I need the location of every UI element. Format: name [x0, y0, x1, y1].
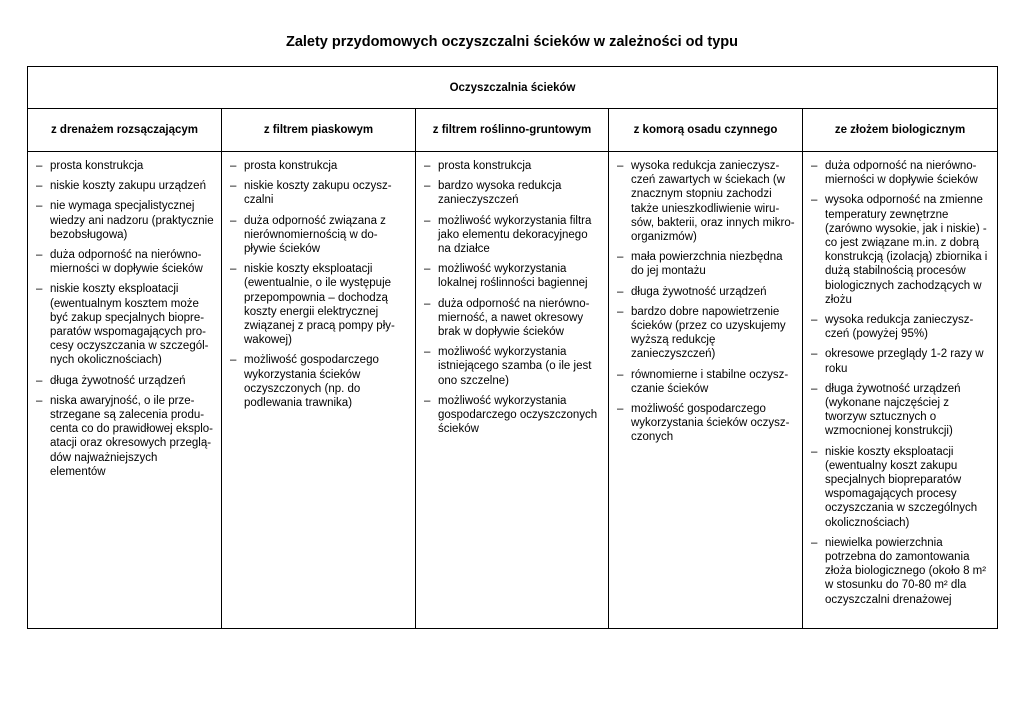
column-cell-drenaz	[28, 152, 222, 629]
column-cell-zloze-biologiczne	[803, 152, 998, 629]
list-item: – możliwość wykorzystania gospodarczego oczyszczonych ścieków	[424, 394, 602, 437]
comparison-table	[27, 66, 998, 629]
advantages-list	[36, 159, 215, 479]
list-item: – niskie koszty eksploatacji (ewentualnym kosztem może być zakup specjalnych biopre-paratów wspomagających pro-cesy oczyszczania w szczegól-nych okolicznościach)	[36, 282, 215, 367]
column-heading: z filtrem roślinno-gruntowym	[416, 109, 609, 152]
list-item: – prosta konstrukcja	[230, 159, 409, 173]
column-heading: ze złożem biologicznym	[803, 109, 998, 152]
document-title: Zalety przydomowych oczyszczalni ścieków w zależności od typu	[285, 34, 739, 50]
list-item: – możliwość wykorzystania istniejącego szamba (o ile jest ono szczelne)	[424, 345, 602, 388]
list-item: – długa żywotność urządzeń	[36, 374, 215, 388]
column-headings-row	[28, 109, 998, 152]
advantages-list	[424, 159, 602, 436]
list-item: – równomierne i stabilne oczysz-czanie ścieków	[617, 368, 796, 396]
list-item: – niska awaryjność, o ile prze-strzegane są zalecenia produ-centa co do prawidłowej eksplo-atacji oraz okresowych przeglą-dów najważniejszych elementów	[36, 394, 215, 479]
list-item: – możliwość wykorzystania lokalnej roślinności bagiennej	[424, 262, 602, 290]
column-cell-filtr-piaskowy	[222, 152, 416, 629]
list-item: – duża odporność na nierówno-mierność, a nawet okresowy brak w dopływie ścieków	[424, 297, 602, 340]
list-item: – niskie koszty zakupu urządzeń	[36, 179, 215, 193]
list-item: – duża odporność związana z nierównomiernością w do-pływie ścieków	[230, 214, 409, 257]
list-item: – niskie koszty eksploatacji (ewentualnie, o ile występuje przepompownia – dochodzą koszty energii elektrycznej związanej z pracą pompy pły-wakowej)	[230, 262, 409, 347]
table-header-row	[28, 67, 998, 109]
list-item: – niskie koszty eksploatacji (ewentualny koszt zakupu specjalnych biopreparatów wspomagających procesy oczyszczania w szczególnych okolicznościach)	[811, 445, 991, 530]
list-item: – duża odporność na nierówno-mierności w dopływie ścieków	[36, 248, 215, 276]
list-item: – okresowe przeglądy 1-2 razy w roku	[811, 347, 991, 375]
list-item: – możliwość gospodarczego wykorzystania ścieków oczyszczonych (np. do podlewania trawnika)	[230, 353, 409, 410]
list-item: – mała powierzchnia niezbędna do jej montażu	[617, 250, 796, 278]
list-item: – niskie koszty zakupu oczysz-czalni	[230, 179, 409, 207]
list-item: – długa żywotność urządzeń (wykonane najczęściej z tworzyw sztucznych o wzmocnionej konstrukcji)	[811, 382, 991, 439]
list-item: – bardzo wysoka redukcja zanieczyszczeń	[424, 179, 602, 207]
list-item: – duża odporność na nierówno-mierności w dopływie ścieków	[811, 159, 991, 187]
column-heading: z komorą osadu czynnego	[609, 109, 803, 152]
list-item: – prosta konstrukcja	[36, 159, 215, 173]
list-item: – długa żywotność urządzeń	[617, 285, 796, 299]
advantages-list	[230, 159, 409, 410]
list-item: – możliwość gospodarczego wykorzystania ścieków oczysz-czonych	[617, 402, 796, 445]
list-item: – wysoka odporność na zmienne temperatury zewnętrzne (zarówno wysokie, jak i niskie) - co jest związane m.in. z dobrą konstrukcją (izolacją) zbiornika i dużą stabilnością procesów biologicznych zachodzących w złożu	[811, 193, 991, 307]
advantages-list	[617, 159, 796, 445]
advantages-list	[811, 159, 991, 607]
list-item: – wysoka redukcja zanieczysz-czeń zawartych w ściekach (w znacznym stopniu zachodzi także unieszkodliwienie wiru-sów, bakterii, oraz innych mikro-organizmów)	[617, 159, 796, 244]
advantages-row	[28, 152, 998, 629]
list-item: – prosta konstrukcja	[424, 159, 602, 173]
list-item: – wysoka redukcja zanieczysz-czeń (powyżej 95%)	[811, 313, 991, 341]
column-cell-filtr-roslinny	[416, 152, 609, 629]
table-header: Oczyszczalnia ścieków	[28, 67, 998, 109]
column-heading: z drenażem rozsączającym	[28, 109, 222, 152]
list-item: – nie wymaga specjalistycznej wiedzy ani nadzoru (praktycznie bezobsługowa)	[36, 199, 215, 242]
list-item: – bardzo dobre napowietrzenie ścieków (przez co uzyskujemy wyższą redukcję zanieczyszczeń)	[617, 305, 796, 362]
column-heading: z filtrem piaskowym	[222, 109, 416, 152]
list-item: – niewielka powierzchnia potrzebna do zamontowania złoża biologicznego (około 8 m² w stosunku do 70-80 m² dla oczyszczalni drenażowej	[811, 536, 991, 607]
list-item: – możliwość wykorzystania filtra jako elementu dekoracyjnego na działce	[424, 214, 602, 257]
column-cell-osad-czynny	[609, 152, 803, 629]
